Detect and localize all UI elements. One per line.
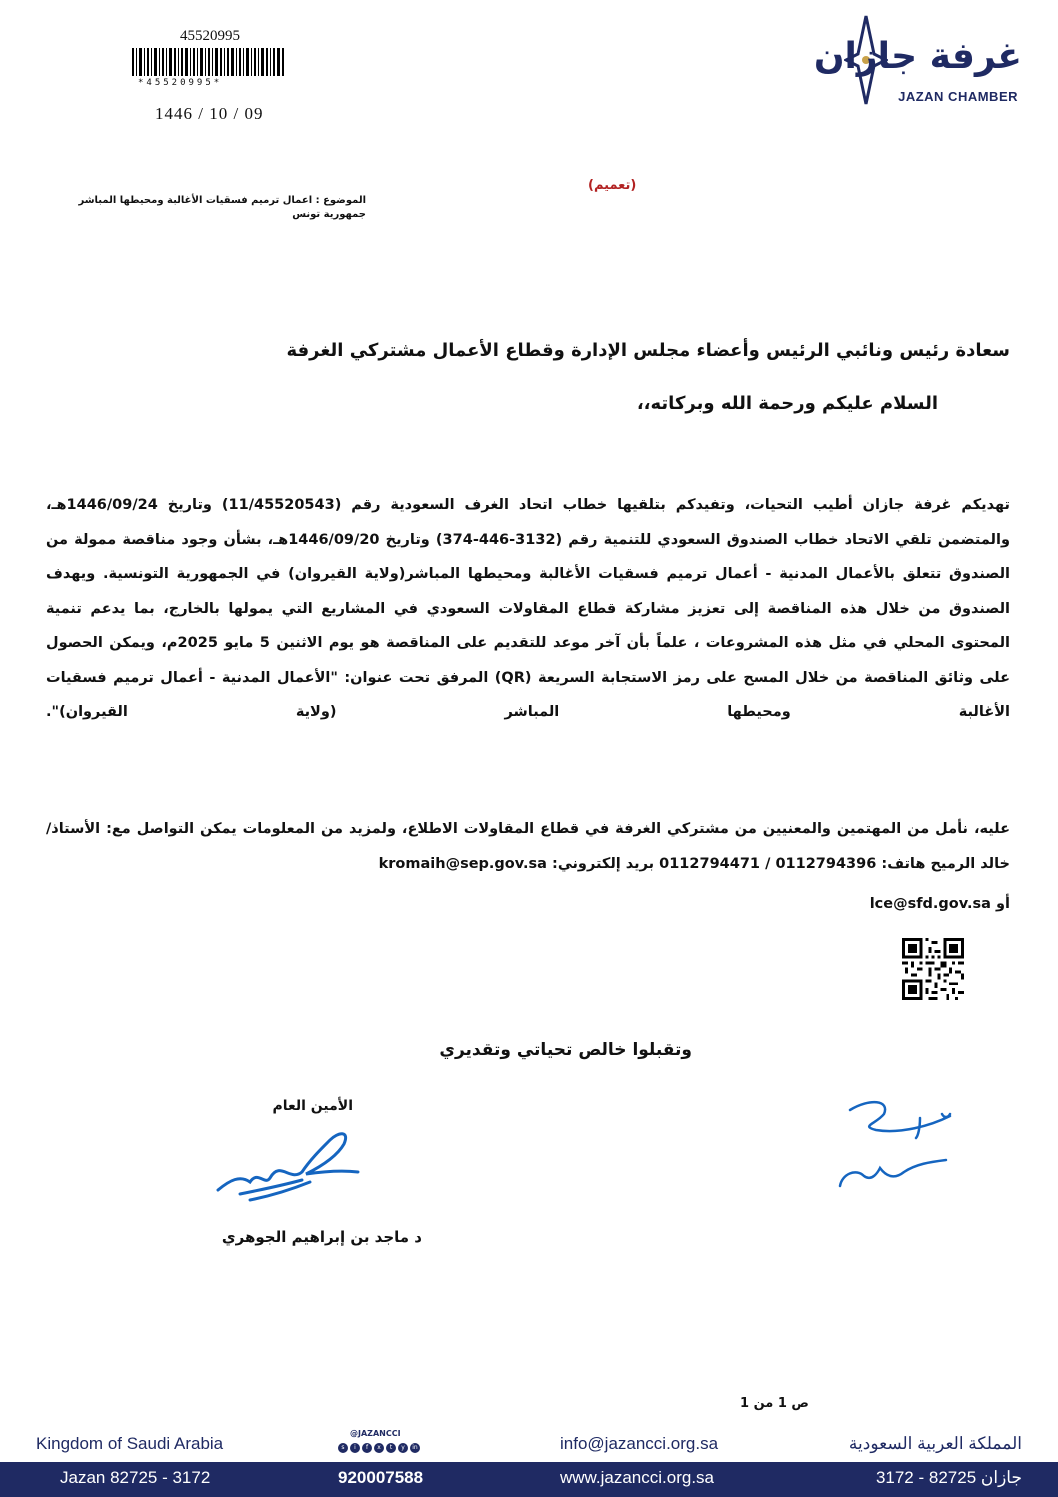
youtube-icon[interactable]: y (398, 1443, 408, 1453)
greeting: السلام عليكم ورحمة الله وبركاته،، (636, 393, 938, 414)
chamber-logo-english: JAZAN CHAMBER (898, 89, 1018, 104)
footer-country-arabic: المملكة العربية السعودية (848, 1434, 1022, 1453)
alternate-email: أو lce@sfd.gov.sa (869, 896, 1010, 912)
page-number: ص 1 من 1 (740, 1396, 809, 1411)
footer-address-arabic: جازان 82725 - 3172 (875, 1468, 1022, 1487)
footer-address-english: Jazan 82725 - 3172 (60, 1468, 211, 1487)
footer-phone[interactable]: 920007588 (338, 1468, 424, 1487)
signatory-title: الأمين العام (272, 1098, 353, 1114)
initial-signature (820, 1088, 970, 1198)
barcode (132, 48, 284, 76)
footer-website[interactable]: www.jazancci.org.sa (560, 1468, 715, 1487)
subject-country: جمهورية تونس (292, 209, 366, 220)
barcode-number: 45520995 (180, 28, 240, 44)
tiktok-icon[interactable]: t (386, 1443, 396, 1453)
salutation: سعادة رئيس ونائبي الرئيس وأعضاء مجلس الإدارة وقطاع الأعمال مشتركي الغرفة (286, 340, 1010, 361)
chamber-logo-arabic: غرفة جازان (813, 36, 1022, 77)
signatory-name: د ماجد بن إبراهيم الجوهري (221, 1228, 422, 1246)
barcode-human-readable: *45520995* (138, 78, 223, 88)
closing-remark: وتقبلوا خالص تحياتي وتقديري (439, 1040, 692, 1060)
footer-country-english: Kingdom of Saudi Arabia (36, 1434, 224, 1453)
body-paragraph-2: عليه، نأمل من المهتمين والمعنيين من مشتركي الغرفة في قطاع المقاولات الاطلاع، ولمزيد من المعلومات يمكن التواصل مع: الأستاذ/ خالد الرميح هاتف: 0112794396 / 0112794471 بريد إلكتروني: kromaih@sep.gov.sa (46, 821, 1010, 872)
snapchat-icon[interactable]: s (338, 1443, 348, 1453)
body-paragraph-1: تهديكم غرفة جازان أطيب التحيات، وتفيدكم بتلقيها خطاب اتحاد الغرف السعودية رقم (11/45520543) وتاريخ 1446/09/24هـ، والمتضمن تلقي الاتحاد خطاب الصندوق السعودي للتنمية رقم (3132-446-374) وتاريخ 1446/09/20هـ، بشأن وجود مناقصة ممولة من الصندوق تتعلق بالأعمال المدنية - أعمال ترميم فسقيات الأغالبة ومحيطها المباشر(ولاية القيروان) في الجمهورية التونسية. ويهدف الصندوق من خلال هذه المناقصة إلى تعزيز مشاركة قطاع المقاولات السعودي في المشاريع التي يمولها بالخارج، بما يدعم تنمية المحتوى المحلي في مثل هذه المشروعات ، علماً بأن آخر موعد للتقديم على المناقصة هو يوم الاثنين 5 مايو 2025م، ويمكن الحصول على وثائق المناقصة من خلال المسح على رمز الاستجابة السريعة (QR) المرفق تحت عنوان: "الأعمال المدنية - أعمال ترميم فسقيات الأغالبة ومحيطها المباشر (ولاية القيروان)". (46, 497, 1010, 720)
circular-label: (تعميم) (588, 178, 637, 193)
footer-social-handle[interactable]: @JAZANCCI (350, 1429, 401, 1438)
subject-block (66, 194, 366, 222)
hijri-date: 1446 / 10 / 09 (155, 104, 264, 123)
facebook-icon[interactable]: f (362, 1443, 372, 1453)
footer-social-icons (338, 1443, 420, 1453)
linkedin-icon[interactable]: in (410, 1443, 420, 1453)
instagram-icon[interactable]: i (350, 1443, 360, 1453)
subject-line: الموضوع : اعمال ترميم فسقيات الأغالبة ومحيطها المباشر (78, 195, 366, 206)
footer-email[interactable]: info@jazancci.org.sa (560, 1434, 719, 1453)
qr-code[interactable] (902, 938, 964, 1000)
signature-secretary-general (210, 1120, 380, 1210)
x-icon[interactable]: x (374, 1443, 384, 1453)
